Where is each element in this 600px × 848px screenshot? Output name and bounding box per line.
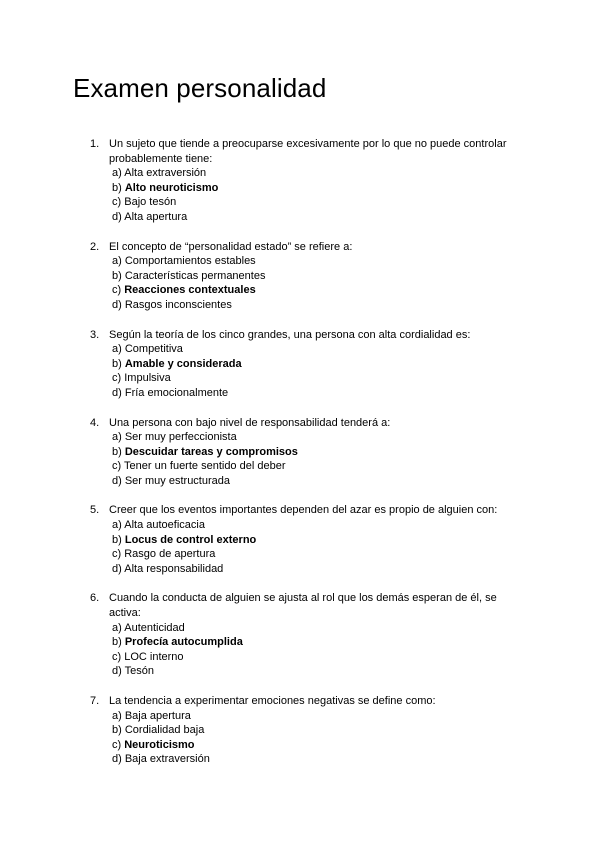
option-text: Alta responsabilidad (124, 562, 224, 575)
question-number: 6. (90, 592, 100, 605)
option-letter: c) (112, 372, 122, 385)
option-c (109, 371, 522, 386)
option-text: Cordialidad baja (124, 724, 205, 737)
question-item (0, 694, 600, 767)
option-list (109, 430, 522, 488)
option-d (109, 562, 522, 577)
option-letter: b) (112, 636, 122, 649)
option-c (109, 650, 522, 665)
option-b (109, 269, 522, 284)
option-text: Rasgo de apertura (124, 548, 216, 561)
question-item (0, 416, 600, 489)
option-text: Locus de control externo (124, 533, 257, 546)
option-text: Ser muy perfeccionista (124, 431, 237, 444)
option-a (109, 342, 522, 357)
option-letter: a) (112, 167, 122, 180)
option-b (109, 635, 522, 650)
option-text: Profecía autocumplida (124, 636, 243, 649)
option-list (109, 166, 522, 224)
option-letter: a) (112, 519, 122, 532)
option-letter: c) (112, 284, 122, 297)
option-text: Reacciones contextuales (124, 284, 256, 297)
option-d (109, 386, 522, 401)
option-b (109, 181, 522, 196)
question-item (0, 328, 600, 401)
option-letter: d) (112, 210, 122, 223)
option-letter: b) (112, 269, 122, 282)
option-b (109, 533, 522, 548)
question-text: Cuando la conducta de alguien se ajusta al rol que los demás esperan de él, se activa: (109, 592, 497, 620)
option-letter: b) (112, 445, 122, 458)
option-letter: c) (112, 738, 122, 751)
option-letter: b) (112, 181, 122, 194)
option-a (109, 430, 522, 445)
option-d (109, 210, 522, 225)
option-list (109, 621, 522, 679)
option-c (109, 283, 522, 298)
option-letter: d) (112, 753, 122, 766)
option-list (109, 342, 522, 400)
question-number: 2. (90, 240, 100, 253)
question-number: 1. (90, 138, 100, 150)
option-letter: a) (112, 431, 122, 444)
option-a (109, 254, 522, 269)
option-letter: d) (112, 386, 122, 399)
question-number: 3. (90, 328, 100, 341)
option-text: Bajo tesón (124, 196, 177, 209)
option-list (109, 518, 522, 576)
option-letter: d) (112, 665, 122, 678)
option-text: Tesón (124, 665, 154, 678)
option-letter: b) (112, 724, 122, 737)
question-text: Un sujeto que tiende a preocuparse excesivamente por lo que no puede controlar probablemente tiene: (109, 138, 507, 165)
option-c (109, 547, 522, 562)
option-text: Baja extraversión (124, 753, 210, 766)
option-letter: c) (112, 650, 122, 663)
option-d (109, 474, 522, 489)
question-item (0, 591, 600, 679)
option-text: Amable y considerada (124, 357, 242, 370)
option-letter: a) (112, 709, 122, 722)
question-text: La tendencia a experimentar emociones negativas se define como: (109, 695, 436, 707)
option-letter: c) (112, 460, 122, 473)
option-text: Fría emocionalmente (124, 386, 229, 399)
question-number: 4. (90, 416, 100, 429)
question-item (0, 240, 600, 313)
option-text: Competitiva (124, 343, 183, 356)
option-text: Comportamientos estables (124, 255, 256, 268)
option-a (109, 518, 522, 533)
option-b (109, 445, 522, 460)
option-a (109, 166, 522, 181)
option-text: Tener un fuerte sentido del deber (124, 460, 286, 473)
option-letter: d) (112, 298, 122, 311)
option-text: Impulsiva (124, 372, 171, 385)
option-text: Descuidar tareas y compromisos (124, 445, 298, 458)
option-text: Ser muy estructurada (124, 474, 230, 487)
page-title: Examen personalidad (73, 73, 327, 103)
question-text: Según la teoría de los cinco grandes, una persona con alta cordialidad es: (109, 328, 471, 341)
option-letter: b) (112, 357, 122, 370)
question-number: 5. (90, 504, 100, 517)
question-list (0, 137, 600, 782)
question-text: Una persona con bajo nivel de responsabilidad tenderá a: (109, 416, 391, 429)
option-list (109, 709, 522, 767)
option-a (109, 621, 522, 636)
option-text: Alto neuroticismo (124, 181, 219, 194)
option-a (109, 709, 522, 724)
option-c (109, 459, 522, 474)
option-d (109, 664, 522, 679)
option-letter: b) (112, 533, 122, 546)
question-number: 7. (90, 695, 100, 707)
option-d (109, 298, 522, 313)
option-b (109, 357, 522, 372)
option-list (109, 254, 522, 312)
option-letter: d) (112, 474, 122, 487)
option-d (109, 752, 522, 767)
question-item (0, 137, 600, 225)
option-text: Alta apertura (124, 210, 188, 223)
option-text: Neuroticismo (124, 738, 195, 751)
option-text: Alta extraversión (124, 167, 207, 180)
question-text: Creer que los eventos importantes dependen del azar es propio de alguien con: (109, 504, 498, 517)
option-text: Características permanentes (124, 269, 266, 282)
option-letter: a) (112, 621, 122, 634)
option-letter: a) (112, 343, 122, 356)
option-letter: c) (112, 548, 122, 561)
option-letter: c) (112, 196, 122, 209)
option-text: Alta autoeficacia (124, 519, 205, 532)
option-text: Baja apertura (124, 709, 191, 722)
option-letter: d) (112, 562, 122, 575)
option-text: Rasgos inconscientes (124, 298, 232, 311)
question-text: El concepto de “personalidad estado” se refiere a: (109, 240, 353, 253)
option-letter: a) (112, 255, 122, 268)
option-c (109, 738, 522, 753)
option-text: Autenticidad (124, 621, 185, 634)
option-c (109, 195, 522, 210)
option-text: LOC interno (124, 650, 184, 663)
option-b (109, 723, 522, 738)
question-item (0, 503, 600, 576)
